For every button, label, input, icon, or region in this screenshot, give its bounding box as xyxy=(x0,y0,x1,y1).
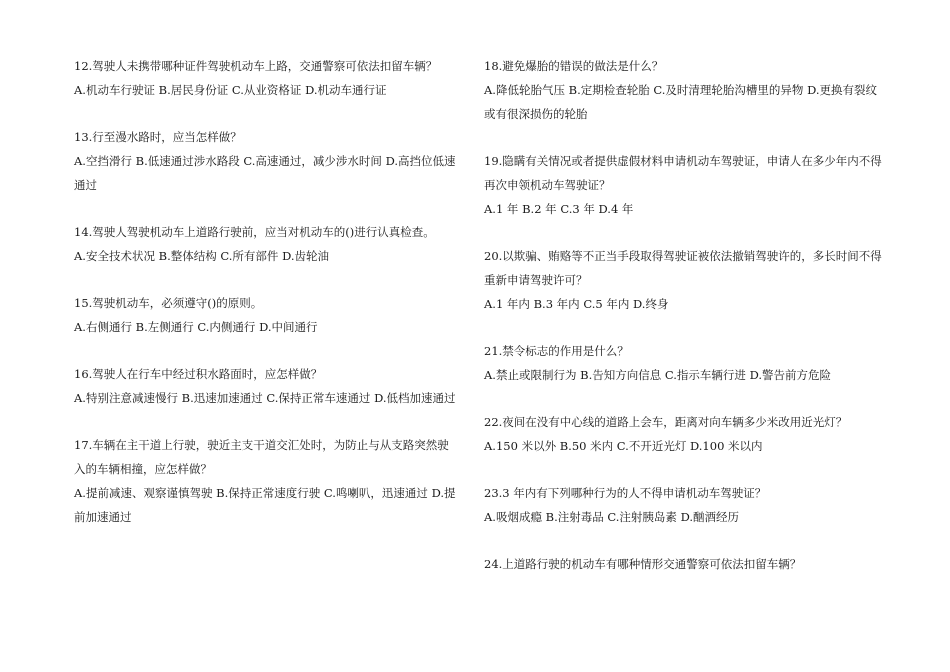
question-stem: 21.禁令标志的作用是什么？ xyxy=(484,344,629,358)
question-options: A.降低轮胎气压 B.定期检查轮胎 C.及时清理轮胎沟槽里的异物 D.更换有裂纹或有很深损伤的轮胎 xyxy=(484,83,878,121)
question-22 xyxy=(484,410,882,458)
left-column xyxy=(74,54,458,529)
question-stem: 19.隐瞒有关情况或者提供虚假材料申请机动车驾驶证，申请人在多少年内不得再次申领机动车驾驶证？ xyxy=(484,154,882,192)
question-24 xyxy=(484,552,882,576)
question-14 xyxy=(74,220,458,268)
question-stem: 14.驾驶人驾驶机动车上道路行驶前，应当对机动车的()进行认真检查。 xyxy=(74,225,435,239)
question-stem: 15.驾驶机动车，必须遵守()的原则。 xyxy=(74,296,263,310)
question-options: A.1 年 B.2 年 C.3 年 D.4 年 xyxy=(484,202,634,216)
question-stem: 22.夜间在没有中心线的道路上会车，距离对向车辆多少米改用近光灯？ xyxy=(484,415,848,429)
question-options: A.机动车行驶证 B.居民身份证 C.从业资格证 D.机动车通行证 xyxy=(74,83,387,97)
question-stem: 12.驾驶人未携带哪种证件驾驶机动车上路，交通警察可依法扣留车辆？ xyxy=(74,59,438,73)
question-options: A.特别注意减速慢行 B.迅速加速通过 C.保持正常车速通过 D.低档加速通过 xyxy=(74,391,456,405)
question-stem: 18.避免爆胎的错误的做法是什么？ xyxy=(484,59,664,73)
question-12 xyxy=(74,54,458,102)
question-options: A.提前减速、观察谨慎驾驶 B.保持正常速度行驶 C.鸣喇叭，迅速通过 D.提前加速通过 xyxy=(74,486,456,524)
question-21 xyxy=(484,339,882,387)
question-15 xyxy=(74,291,458,339)
question-stem: 17.车辆在主干道上行驶，驶近主支干道交汇处时，为防止与从支路突然驶入的车辆相撞，应怎样做？ xyxy=(74,438,449,476)
question-options: A.1 年内 B.3 年内 C.5 年内 D.终身 xyxy=(484,297,669,311)
question-17 xyxy=(74,433,458,529)
question-18 xyxy=(484,54,882,126)
question-stem: 13.行至漫水路时，应当怎样做？ xyxy=(74,130,242,144)
question-options: A.安全技术状况 B.整体结构 C.所有部件 D.齿轮油 xyxy=(74,249,330,263)
question-options: A.右侧通行 B.左侧通行 C.内侧通行 D.中间通行 xyxy=(74,320,318,334)
question-stem: 24.上道路行驶的机动车有哪种情形交通警察可依法扣留车辆？ xyxy=(484,557,802,571)
question-stem: 20.以欺骗、贿赂等不正当手段取得驾驶证被依法撤销驾驶许的，多长时间不得重新申请驾驶许可？ xyxy=(484,249,882,287)
question-options: A.空挡滑行 B.低速通过涉水路段 C.高速通过，减少涉水时间 D.高挡位低速通过 xyxy=(74,154,456,192)
question-options: A.吸烟成瘾 B.注射毒品 C.注射胰岛素 D.酗酒经历 xyxy=(484,510,740,524)
question-13 xyxy=(74,125,458,197)
question-options: A.150 米以外 B.50 米内 C.不开近光灯 D.100 米以内 xyxy=(484,439,763,453)
question-stem: 16.驾驶人在行车中经过积水路面时，应怎样做？ xyxy=(74,367,323,381)
right-column xyxy=(484,54,882,576)
question-options: A.禁止或限制行为 B.告知方向信息 C.指示车辆行进 D.警告前方危险 xyxy=(484,368,832,382)
question-19 xyxy=(484,149,882,221)
question-stem: 23.3 年内有下列哪种行为的人不得申请机动车驾驶证？ xyxy=(484,486,767,500)
question-20 xyxy=(484,244,882,316)
question-16 xyxy=(74,362,458,410)
question-23 xyxy=(484,481,882,529)
